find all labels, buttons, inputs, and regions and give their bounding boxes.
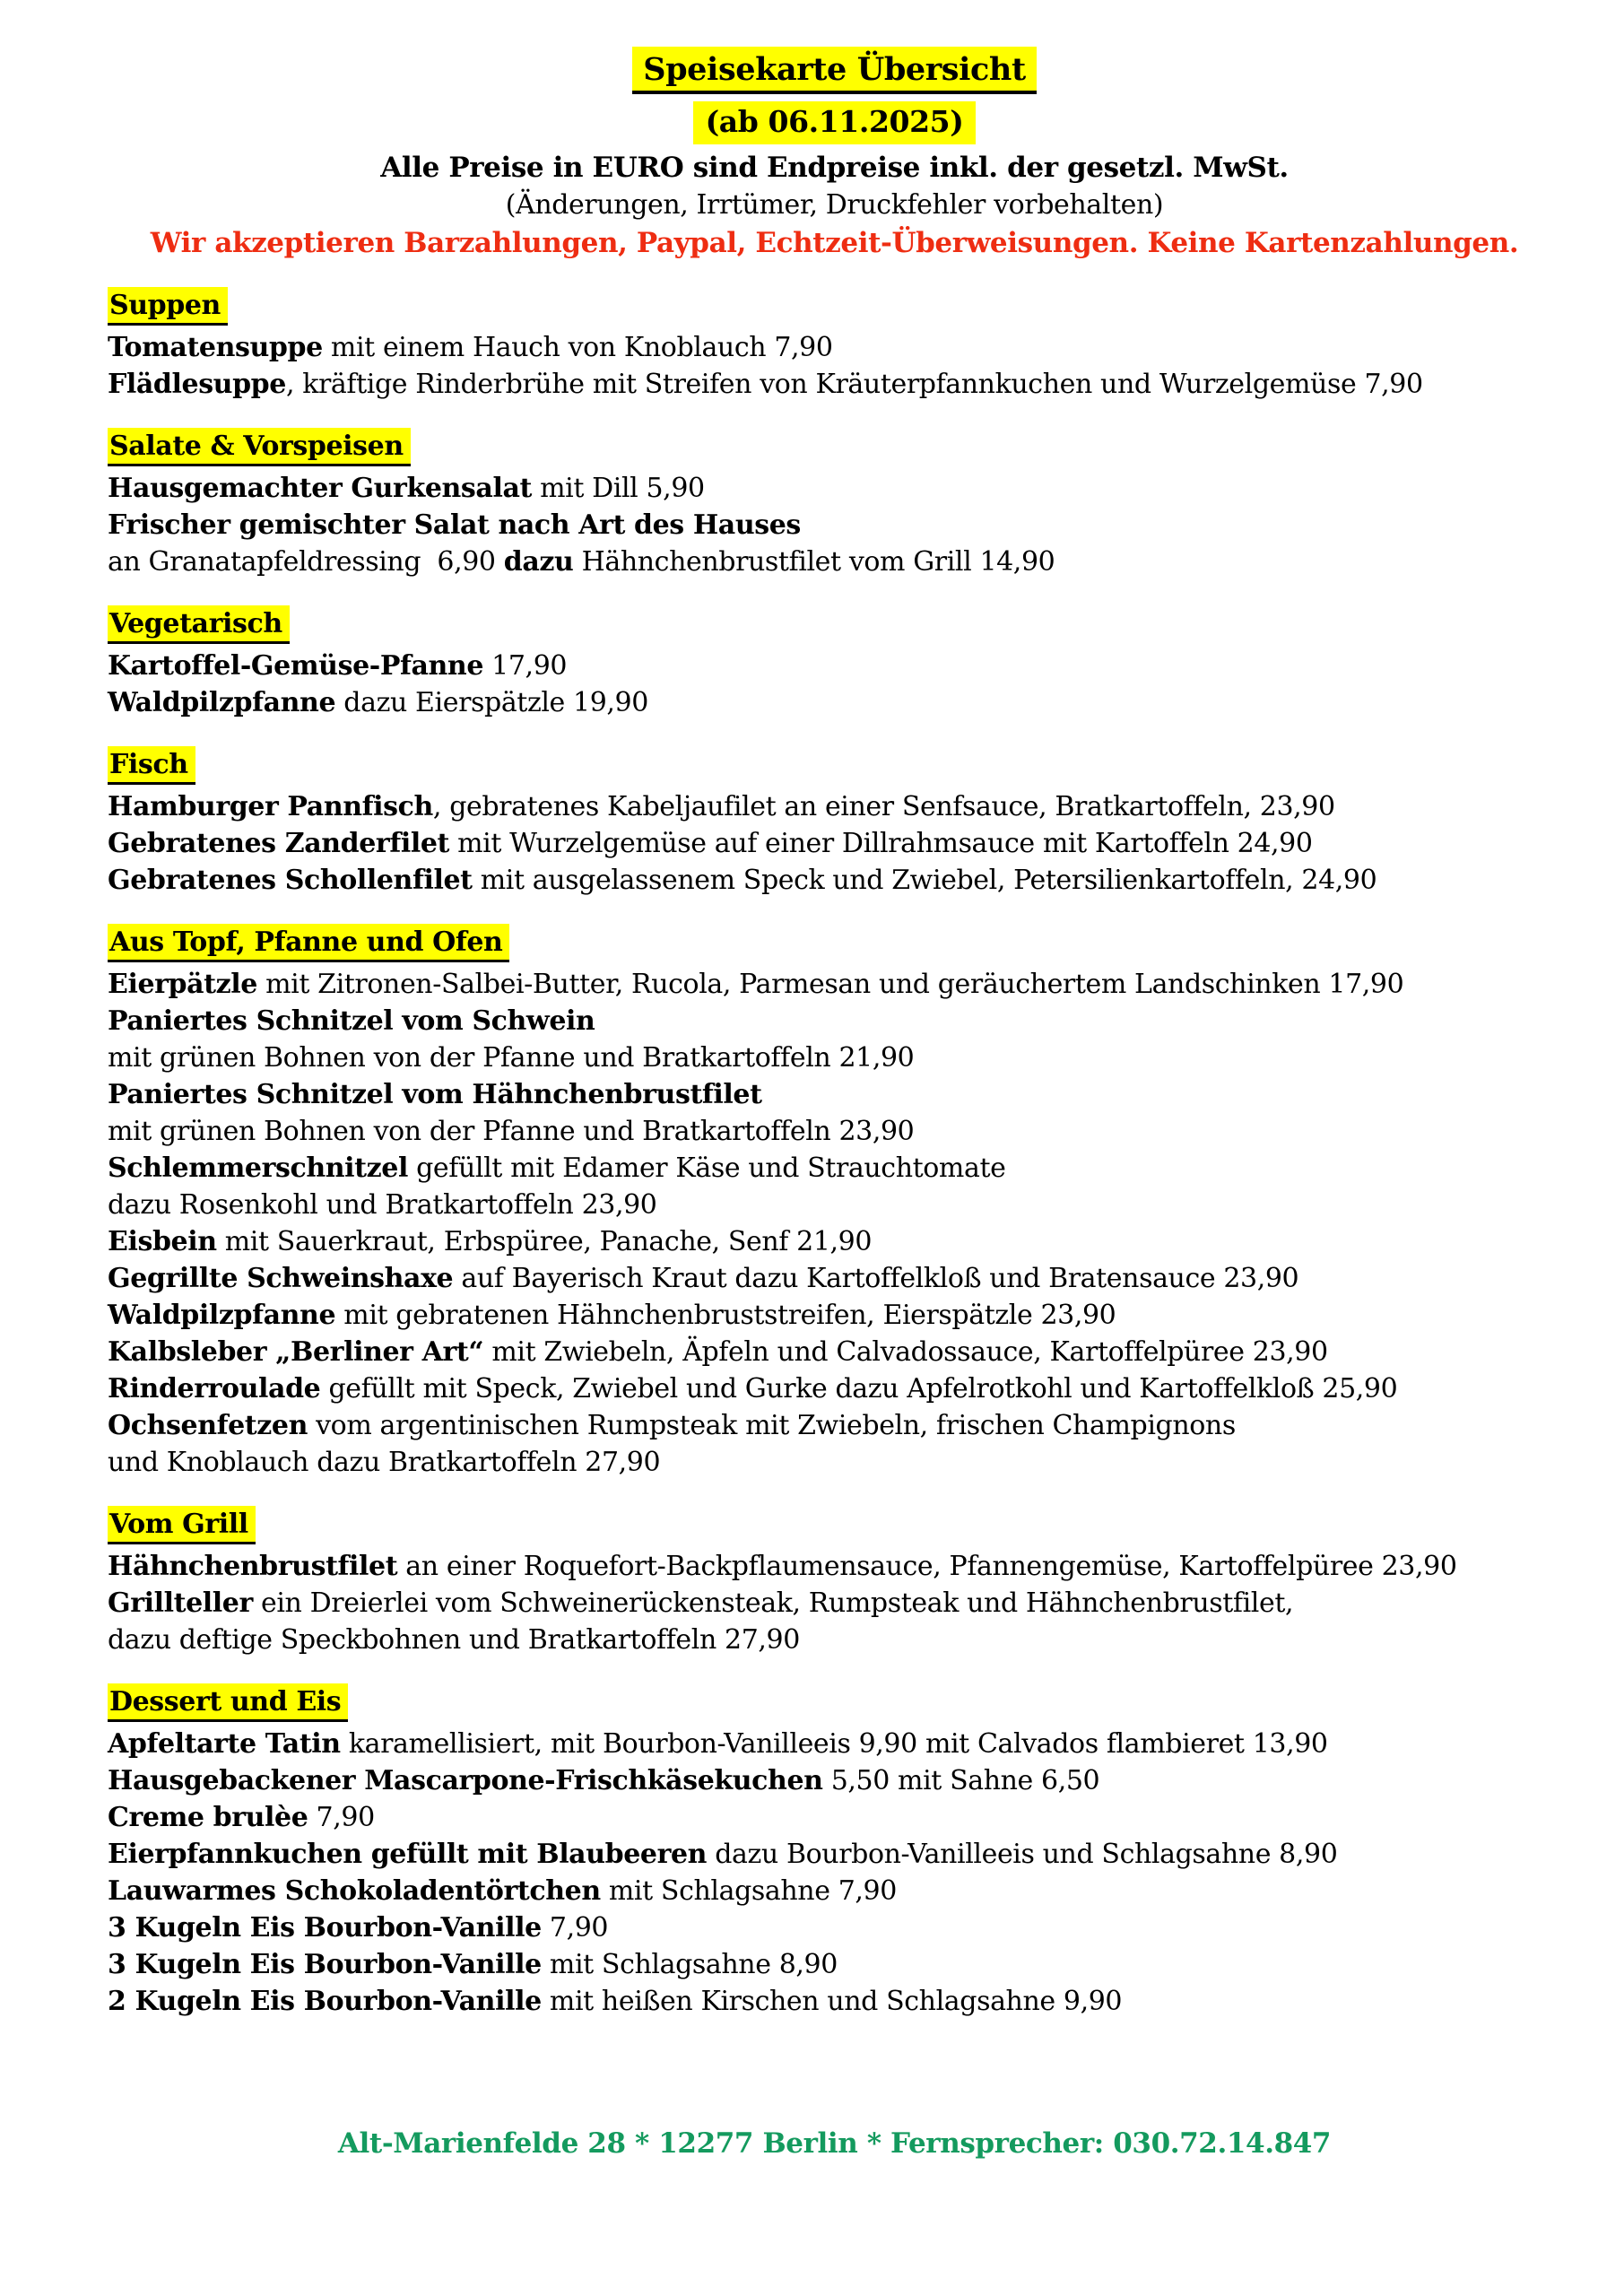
- dish-name: Frischer gemischter Salat nach Art des Hauses: [108, 509, 801, 541]
- dish-name: Apfeltarte Tatin: [108, 1728, 341, 1760]
- dish-name: Hausgemachter Gurkensalat: [108, 473, 532, 504]
- section-heading: Suppen: [108, 287, 228, 326]
- dish-description: an Granatapfeldressing 6,90: [108, 546, 504, 578]
- section-heading: Vegetarisch: [108, 605, 290, 644]
- menu-line: [108, 1946, 1561, 1983]
- dish-description: mit grünen Bohnen von der Pfanne und Bratkartoffeln 23,90: [108, 1116, 915, 1147]
- menu-line: [108, 1297, 1561, 1334]
- menu-line: [108, 1909, 1561, 1946]
- dish-description: mit Zwiebeln, Äpfeln und Calvadossauce, Kartoffelpüree 23,90: [483, 1336, 1328, 1368]
- dish-name: Kalbsleber „Berliner Art“: [108, 1336, 484, 1368]
- dish-description: gefüllt mit Edamer Käse und Strauchtomate: [407, 1152, 1006, 1184]
- menu-line: [108, 544, 1561, 580]
- menu-line: [108, 1039, 1561, 1076]
- dish-name: Ochsenfetzen: [108, 1410, 308, 1441]
- dish-name: Flädlesuppe: [108, 369, 286, 400]
- dish-description: 5,50 mit Sahne 6,50: [822, 1765, 1100, 1796]
- dish-description: gefüllt mit Speck, Zwiebel und Gurke dazu Apfelrotkohl und Kartoffelkloß 25,90: [320, 1373, 1398, 1405]
- dish-name: dazu: [503, 546, 574, 578]
- dish-description: dazu Eierspätzle 19,90: [335, 687, 648, 718]
- dish-description: Hähnchenbrustfilet vom Grill 14,90: [573, 546, 1055, 578]
- dish-name: 3 Kugeln Eis Bourbon-Vanille: [108, 1912, 542, 1944]
- section-heading: Salate & Vorspeisen: [108, 428, 411, 466]
- dish-name: 3 Kugeln Eis Bourbon-Vanille: [108, 1949, 542, 1980]
- menu-line: [108, 1983, 1561, 2020]
- dish-description: karamellisiert, mit Bourbon-Vanilleeis 9,90 mit Calvados flambieret 13,90: [340, 1728, 1328, 1760]
- menu-line: [108, 788, 1561, 825]
- menu-line: [108, 1548, 1561, 1585]
- dish-name: Gebratenes Zanderfilet: [108, 828, 449, 859]
- menu-line: [108, 1407, 1561, 1444]
- dish-description: mit Zitronen-Salbei-Butter, Rucola, Parmesan und geräuchertem Landschinken 17,90: [256, 969, 1404, 1000]
- prices-note: Alle Preise in EURO sind Endpreise inkl. der gesetzl. MwSt.: [380, 152, 1289, 184]
- menu-line: [108, 1585, 1561, 1622]
- menu-section: [108, 746, 1561, 899]
- dish-description: 7,90: [308, 1802, 375, 1833]
- menu-line: [108, 329, 1561, 366]
- page-title: Speisekarte Übersicht: [632, 47, 1037, 94]
- dish-name: Hähnchenbrustfilet: [108, 1551, 398, 1582]
- dish-description: auf Bayerisch Kraut dazu Kartoffelkloß und Bratensauce 23,90: [453, 1263, 1299, 1294]
- menu-line: [108, 1726, 1561, 1762]
- dish-name: Lauwarmes Schokoladentörtchen: [108, 1875, 601, 1907]
- menu-line: [108, 366, 1561, 403]
- menu-line: [108, 507, 1561, 544]
- payment-note: Wir akzeptieren Barzahlungen, Paypal, Echtzeit-Überweisungen. Keine Kartenzahlungen.: [150, 227, 1519, 259]
- menu-line: [108, 1836, 1561, 1873]
- dish-description: mit Sauerkraut, Erbspüree, Panache, Senf 21,90: [216, 1226, 873, 1257]
- title-row: [108, 47, 1561, 101]
- section-heading: Vom Grill: [108, 1506, 256, 1544]
- menu-line: [108, 1187, 1561, 1223]
- dish-description: dazu Bourbon-Vanilleeis und Schlagsahne 8,90: [707, 1839, 1338, 1870]
- menu-line: [108, 1762, 1561, 1799]
- dish-description: , gebratenes Kabeljaufilet an einer Senfsauce, Bratkartoffeln, 23,90: [432, 791, 1335, 822]
- dish-name: Eierpfannkuchen gefüllt mit Blaubeeren: [108, 1839, 708, 1870]
- menu-line: [108, 862, 1561, 899]
- menu-header: [108, 47, 1561, 262]
- dish-description: dazu deftige Speckbohnen und Bratkartoffeln 27,90: [108, 1624, 800, 1656]
- dish-name: Eisbein: [108, 1226, 217, 1257]
- validity-date: (ab 06.11.2025): [693, 101, 977, 144]
- menu-line: [108, 1622, 1561, 1658]
- menu-sections: [108, 287, 1561, 2020]
- dish-description: mit heißen Kirschen und Schlagsahne 9,90: [541, 1986, 1123, 2017]
- menu-line: [108, 1003, 1561, 1039]
- dish-description: ein Dreierlei vom Schweinerückensteak, Rumpsteak und Hähnchenbrustfilet,: [252, 1587, 1294, 1619]
- dish-name: Hausgebackener Mascarpone-Frischkäsekuchen: [108, 1765, 823, 1796]
- section-heading: Dessert und Eis: [108, 1683, 348, 1722]
- section-heading: Aus Topf, Pfanne und Ofen: [108, 924, 509, 962]
- menu-line: [108, 1076, 1561, 1113]
- menu-line: [108, 825, 1561, 862]
- dish-name: Hamburger Pannfisch: [108, 791, 433, 822]
- menu-line: [108, 1444, 1561, 1481]
- menu-section: [108, 287, 1561, 403]
- dish-name: Kartoffel-Gemüse-Pfanne: [108, 650, 484, 682]
- dish-name: Eierpätzle: [108, 969, 257, 1000]
- validity-row: [108, 101, 1561, 150]
- menu-line: [108, 1113, 1561, 1150]
- dish-name: Waldpilzpfanne: [108, 1300, 336, 1331]
- menu-section: [108, 1506, 1561, 1658]
- dish-name: Paniertes Schnitzel vom Schwein: [108, 1005, 595, 1037]
- dish-description: mit gebratenen Hähnchenbruststreifen, Eierspätzle 23,90: [335, 1300, 1116, 1331]
- menu-section: [108, 924, 1561, 1481]
- menu-section: [108, 605, 1561, 721]
- dish-name: Creme brulèe: [108, 1802, 308, 1833]
- dish-description: 7,90: [541, 1912, 609, 1944]
- dish-name: Grillteller: [108, 1587, 253, 1619]
- menu-line: [108, 1334, 1561, 1370]
- footer-address: Alt-Marienfelde 28 * 12277 Berlin * Fernsprecher: 030.72.14.847: [337, 2127, 1332, 2160]
- dish-description: mit einem Hauch von Knoblauch 7,90: [322, 332, 833, 363]
- dish-name: Paniertes Schnitzel vom Hähnchenbrustfilet: [108, 1079, 762, 1110]
- disclaimer-note: (Änderungen, Irrtümer, Druckfehler vorbehalten): [505, 189, 1164, 221]
- menu-line: [108, 1260, 1561, 1297]
- dish-description: und Knoblauch dazu Bratkartoffeln 27,90: [108, 1447, 661, 1478]
- menu-section: [108, 1683, 1561, 2020]
- dish-name: Rinderroulade: [108, 1373, 321, 1405]
- dish-description: mit Wurzelgemüse auf einer Dillrahmsauce mit Kartoffeln 24,90: [448, 828, 1313, 859]
- dish-name: Tomatensuppe: [108, 332, 323, 363]
- dish-description: vom argentinischen Rumpsteak mit Zwiebeln, frischen Champignons: [307, 1410, 1236, 1441]
- menu-line: [108, 684, 1561, 721]
- dish-name: Gegrillte Schweinshaxe: [108, 1263, 454, 1294]
- dish-description: mit Dill 5,90: [531, 473, 705, 504]
- menu-section: [108, 428, 1561, 580]
- dish-description: , kräftige Rinderbrühe mit Streifen von Kräuterpfannkuchen und Wurzelgemüse 7,90: [285, 369, 1423, 400]
- menu-line: [108, 1799, 1561, 1836]
- dish-description: 17,90: [483, 650, 568, 682]
- menu-line: [108, 1873, 1561, 1909]
- dish-name: Waldpilzpfanne: [108, 687, 336, 718]
- dish-description: mit ausgelassenem Speck und Zwiebel, Petersilienkartoffeln, 24,90: [472, 865, 1377, 896]
- menu-line: [108, 470, 1561, 507]
- dish-name: Gebratenes Schollenfilet: [108, 865, 473, 896]
- dish-name: 2 Kugeln Eis Bourbon-Vanille: [108, 1986, 542, 2017]
- menu-line: [108, 1223, 1561, 1260]
- dish-description: dazu Rosenkohl und Bratkartoffeln 23,90: [108, 1189, 657, 1221]
- dish-description: mit Schlagsahne 7,90: [600, 1875, 897, 1907]
- dish-description: an einer Roquefort-Backpflaumensauce, Pfannengemüse, Kartoffelpüree 23,90: [397, 1551, 1457, 1582]
- section-heading: Fisch: [108, 746, 195, 785]
- menu-line: [108, 1150, 1561, 1187]
- menu-line: [108, 1370, 1561, 1407]
- dish-name: Schlemmerschnitzel: [108, 1152, 408, 1184]
- dish-description: mit Schlagsahne 8,90: [541, 1949, 838, 1980]
- dish-description: mit grünen Bohnen von der Pfanne und Bratkartoffeln 21,90: [108, 1042, 915, 1074]
- menu-line: [108, 966, 1561, 1003]
- menu-line: [108, 648, 1561, 684]
